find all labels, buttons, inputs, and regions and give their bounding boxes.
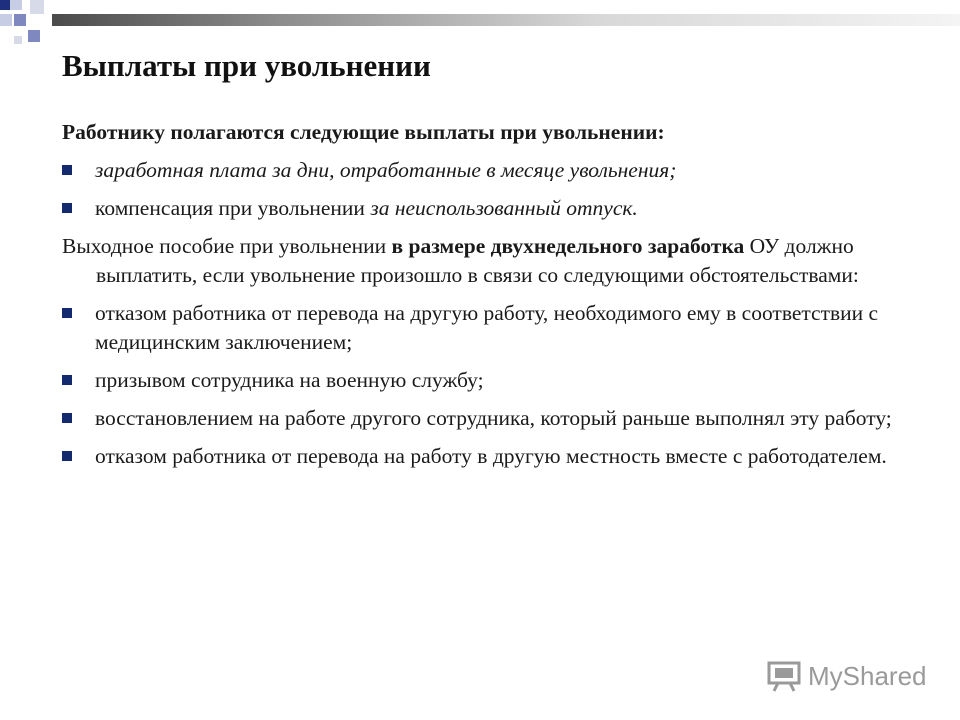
header-gradient-bar <box>52 14 960 26</box>
severance-bold: в размере двухнедельного заработка <box>391 234 745 258</box>
corner-square-medium <box>14 14 26 26</box>
watermark <box>766 656 927 696</box>
slide-title: Выплаты при увольнении <box>62 48 431 83</box>
square-bullet-icon <box>62 203 72 213</box>
list-item-text: восстановлением на работе другого сотрудника, который раньше выполнял эту работу; <box>95 406 892 430</box>
corner-square-dark <box>0 0 10 10</box>
severance-paragraph <box>62 232 912 290</box>
corner-square-light <box>30 0 44 14</box>
list-item <box>62 299 912 357</box>
square-bullet-icon <box>62 451 72 461</box>
watermark-text: MyShared <box>808 660 927 691</box>
square-bullet-icon <box>62 413 72 423</box>
list-item-text: отказом работника от перевода на другую работу, необходимого ему в соответствии с медицинским заключением; <box>95 301 879 354</box>
list-item <box>62 194 912 223</box>
list-item <box>62 366 912 395</box>
corner-square-light <box>0 14 12 26</box>
square-bullet-icon <box>62 165 72 175</box>
list-item-text: заработная плата за дни, отработанные в месяце увольнения; <box>95 158 677 182</box>
list-item-text-plain: компенсация при увольнении <box>95 196 371 220</box>
corner-square-light <box>10 0 22 10</box>
list-item-text: отказом работника от перевода на работу в другую местность вместе с работодателем. <box>95 444 887 468</box>
slide-body <box>62 118 912 480</box>
square-bullet-icon <box>62 308 72 318</box>
severance-lead: Выходное пособие при увольнении <box>62 234 392 258</box>
list-item-text: призывом сотрудника на военную службу; <box>95 368 484 392</box>
square-bullet-icon <box>62 375 72 385</box>
presentation-board-icon <box>766 659 802 693</box>
list-item-text-italic: за неиспользованный отпуск. <box>370 196 638 220</box>
list-item <box>62 156 912 185</box>
list-item <box>62 442 912 471</box>
intro-heading: Работнику полагаются следующие выплаты при увольнении: <box>62 120 665 144</box>
list-item <box>62 404 912 433</box>
severance-rest: ОУ должно выплатить, если увольнение произошло в связи со следующими обстоятельствами: <box>96 234 859 287</box>
corner-square-medium <box>28 30 40 42</box>
corner-square-light <box>14 36 22 44</box>
